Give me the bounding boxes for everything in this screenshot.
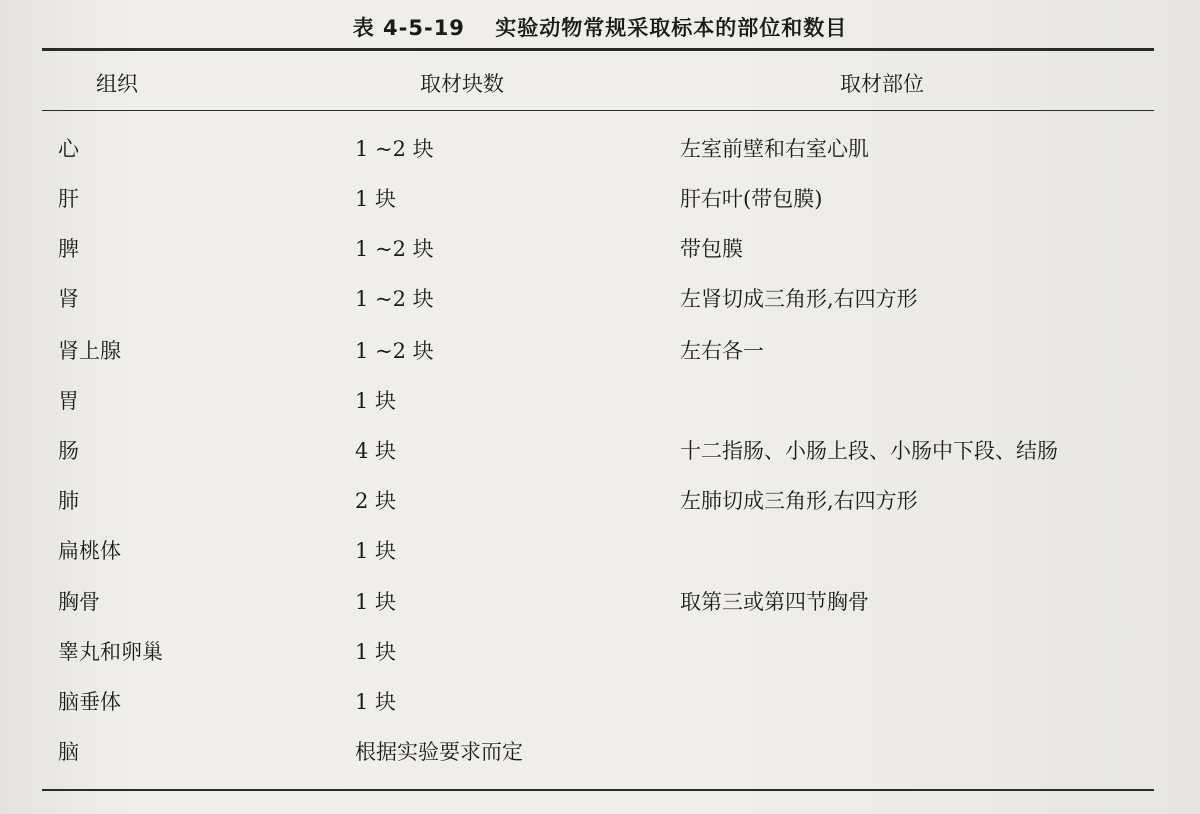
table-bottom-rule: [42, 789, 1154, 791]
table-title: 实验动物常规采取标本的部位和数目: [495, 16, 848, 40]
cell-block-count: 1 块: [355, 539, 397, 563]
cell-tissue: 肠: [58, 439, 79, 463]
table-row: [0, 586, 1200, 626]
cell-tissue: 肺: [58, 489, 79, 513]
header-tissue: 组织: [96, 72, 138, 96]
table-row: [0, 233, 1200, 273]
table-number: 表 4-5-19: [352, 16, 465, 40]
cell-block-count: 1 ~2 块: [355, 287, 434, 311]
cell-block-count: 1 块: [355, 690, 397, 714]
cell-sampling-site: 左肺切成三角形,右四方形: [680, 489, 918, 513]
table-row: [0, 435, 1200, 475]
table-row: [0, 385, 1200, 425]
cell-sampling-site: 肝右叶(带包膜): [680, 187, 823, 211]
cell-tissue: 肾: [58, 287, 79, 311]
table-row: [0, 535, 1200, 575]
table-row: [0, 133, 1200, 173]
cell-block-count: 根据实验要求而定: [355, 740, 523, 764]
cell-sampling-site: 左肾切成三角形,右四方形: [680, 287, 918, 311]
cell-sampling-site: 取第三或第四节胸骨: [680, 590, 869, 614]
table-row: [0, 636, 1200, 676]
cell-block-count: 1 块: [355, 640, 397, 664]
cell-tissue: 胃: [58, 389, 79, 413]
table-row: [0, 736, 1200, 776]
cell-tissue: 心: [58, 137, 79, 161]
header-sampling-site: 取材部位: [840, 72, 924, 96]
cell-tissue: 脑: [58, 740, 79, 764]
cell-block-count: 1 ~2 块: [355, 237, 434, 261]
cell-block-count: 1 块: [355, 590, 397, 614]
table-header-rule: [42, 110, 1154, 111]
cell-tissue: 扁桃体: [58, 539, 121, 563]
table-row: [0, 335, 1200, 375]
header-block-count: 取材块数: [420, 72, 504, 96]
table-row: [0, 686, 1200, 726]
cell-block-count: 4 块: [355, 439, 397, 463]
cell-tissue: 脾: [58, 237, 79, 261]
cell-block-count: 1 块: [355, 187, 397, 211]
cell-tissue: 肝: [58, 187, 79, 211]
cell-sampling-site: 带包膜: [680, 237, 743, 261]
cell-block-count: 1 块: [355, 389, 397, 413]
table-row: [0, 283, 1200, 323]
table-caption: [0, 12, 1200, 42]
cell-tissue: 脑垂体: [58, 690, 121, 714]
table-top-rule: [42, 48, 1154, 51]
cell-sampling-site: 左室前壁和右室心肌: [680, 137, 869, 161]
cell-sampling-site: 左右各一: [680, 339, 764, 363]
cell-sampling-site: 十二指肠、小肠上段、小肠中下段、结肠: [680, 439, 1058, 463]
table-row: [0, 485, 1200, 525]
cell-tissue: 肾上腺: [58, 339, 121, 363]
cell-tissue: 胸骨: [58, 590, 100, 614]
cell-block-count: 2 块: [355, 489, 397, 513]
table-row: [0, 183, 1200, 223]
cell-block-count: 1 ~2 块: [355, 339, 434, 363]
cell-tissue: 睾丸和卵巢: [58, 640, 163, 664]
cell-block-count: 1 ~2 块: [355, 137, 434, 161]
